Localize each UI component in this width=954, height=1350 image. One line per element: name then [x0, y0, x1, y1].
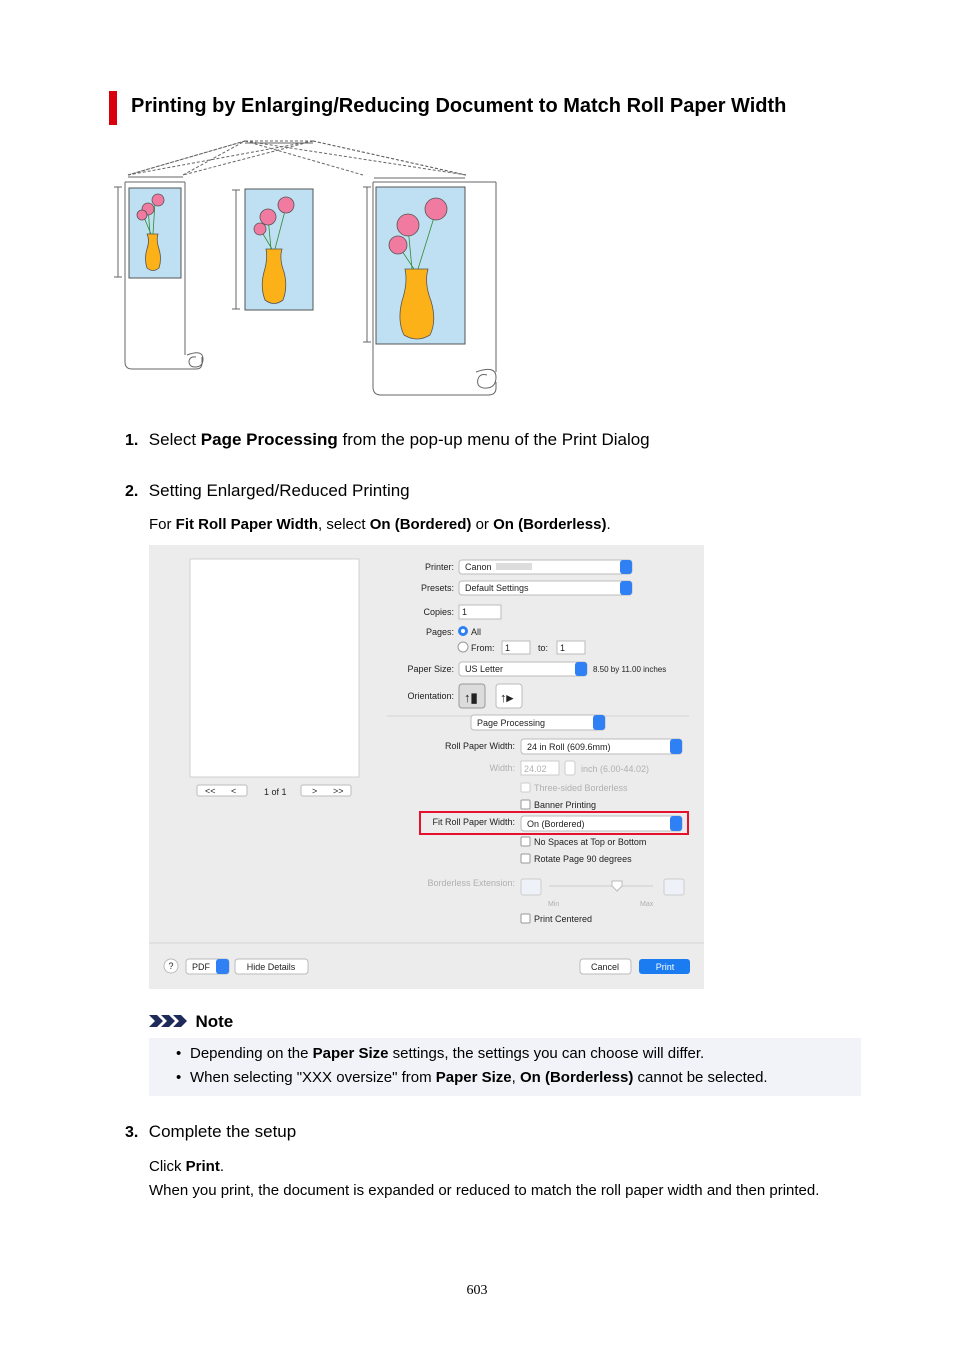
page-count: 1 of 1 — [264, 787, 287, 797]
width-stepper[interactable] — [565, 761, 575, 775]
bold-text: Paper Size — [435, 1069, 512, 1086]
step-text-post: from the pop-up menu of the Print Dialog — [337, 430, 650, 449]
page-number: 603 — [466, 1283, 488, 1298]
svg-text:↑▸: ↑▸ — [500, 690, 514, 705]
step-text: Setting Enlarged/Reduced Printing — [148, 481, 410, 500]
chevron-updown-icon — [670, 816, 682, 831]
help-icon: ? — [168, 961, 174, 971]
svg-text:<: < — [231, 786, 237, 796]
text: . — [606, 516, 611, 533]
text: cannot be selected. — [633, 1069, 768, 1086]
printer-value: Canon — [465, 562, 492, 572]
roll-paper-illustration — [110, 137, 502, 399]
text: . — [219, 1158, 225, 1175]
step-text: Complete the setup — [148, 1122, 297, 1141]
max-label: Max — [640, 901, 654, 908]
presets-label: Presets: — [420, 583, 454, 593]
min-label: Min — [548, 901, 560, 908]
step-2-detail — [149, 516, 611, 533]
note-list — [176, 1042, 768, 1090]
text: When selecting "XXX oversize" from — [190, 1069, 436, 1086]
width-label: Width: — [489, 763, 515, 773]
presets-value: Default Settings — [465, 583, 529, 593]
ext-min-icon — [521, 879, 541, 895]
borderless-ext-label: Borderless Extension: — [427, 878, 515, 888]
chevron-down-icon — [216, 959, 229, 974]
text: settings, the settings you can choose will differ. — [388, 1045, 705, 1062]
text: For — [149, 516, 176, 533]
step-1 — [125, 430, 650, 450]
no-spaces-checkbox[interactable] — [521, 837, 530, 846]
pages-range-radio[interactable] — [458, 642, 468, 652]
hide-details-label: Hide Details — [246, 962, 296, 972]
cancel-label: Cancel — [590, 962, 620, 972]
pages-label: Pages: — [425, 627, 454, 637]
note-box — [149, 1038, 861, 1096]
svg-text:>: > — [312, 786, 318, 796]
preview-page — [190, 559, 359, 777]
step-3-detail — [149, 1158, 224, 1175]
bold-text: Fit Roll Paper Width — [175, 516, 319, 533]
text: Click — [149, 1158, 186, 1175]
width-unit: inch (6.00-44.02) — [581, 764, 650, 774]
note-item — [176, 1042, 768, 1066]
svg-text:>>: >> — [333, 786, 344, 796]
print-dialog — [149, 545, 704, 989]
rotate-label: Rotate Page 90 degrees — [534, 854, 632, 864]
step-number: 2. — [125, 483, 139, 500]
step-3 — [125, 1122, 296, 1142]
roll-width-value: 24 in Roll (609.6mm) — [527, 742, 611, 752]
print-centered-label: Print Centered — [534, 914, 593, 924]
rotate-checkbox[interactable] — [521, 854, 530, 863]
no-spaces-label: No Spaces at Top or Bottom — [534, 837, 647, 847]
step-number: 1. — [125, 432, 139, 449]
print-label: Print — [655, 962, 675, 972]
svg-text:<<: << — [205, 786, 216, 796]
chevron-updown-icon — [620, 581, 632, 595]
print-centered-checkbox[interactable] — [521, 914, 530, 923]
chevron-updown-icon — [670, 739, 682, 754]
printer-label: Printer: — [424, 562, 454, 572]
three-sided-label: Three-sided Borderless — [534, 783, 628, 793]
page-title: Printing by Enlarging/Reducing Document to Match Roll Paper Width — [131, 95, 787, 117]
bold-text: On (Bordered) — [369, 516, 472, 533]
menu-value: Page Processing — [477, 718, 546, 728]
note-header — [149, 1012, 233, 1032]
copies-value: 1 — [462, 607, 468, 617]
pdf-label: PDF — [192, 962, 210, 972]
paper-size-value: US Letter — [465, 664, 504, 674]
fit-roll-width-label: Fit Roll Paper Width: — [432, 817, 515, 827]
svg-text:↑▮: ↑▮ — [464, 690, 478, 705]
step-text: Select — [148, 430, 201, 449]
note-heading: Note — [195, 1012, 234, 1031]
bold-text: On (Borderless) — [519, 1069, 634, 1086]
banner-checkbox[interactable] — [521, 800, 530, 809]
three-sided-checkbox[interactable] — [521, 783, 530, 792]
text: Depending on the — [190, 1045, 313, 1062]
pages-all-label: All — [471, 627, 482, 637]
bold-text: Print — [185, 1158, 220, 1175]
to-value: 1 — [560, 643, 566, 653]
paper-size-label: Paper Size: — [407, 664, 454, 674]
from-value: 1 — [505, 643, 511, 653]
note-item — [176, 1066, 768, 1090]
width-value: 24.02 — [524, 764, 547, 774]
fit-roll-width-value: On (Bordered) — [527, 819, 585, 829]
copies-label: Copies: — [423, 607, 454, 617]
bold-text: On (Borderless) — [493, 516, 607, 533]
step-number: 3. — [125, 1124, 139, 1141]
text: , select — [318, 516, 370, 533]
ext-max-icon — [664, 879, 684, 895]
paper-size-dims: 8.50 by 11.00 inches — [593, 665, 667, 674]
chevron-updown-icon — [620, 560, 632, 574]
step-2 — [125, 481, 410, 501]
text: , — [511, 1069, 520, 1086]
note-arrows-icon — [149, 1013, 189, 1029]
to-label: to: — [538, 643, 549, 653]
title-accent-bar — [109, 91, 117, 125]
banner-label: Banner Printing — [534, 800, 597, 810]
text: or — [471, 516, 494, 533]
roll-width-label: Roll Paper Width: — [444, 741, 515, 751]
chevron-updown-icon — [593, 715, 605, 730]
bold-text: Paper Size — [312, 1045, 389, 1062]
chevron-updown-icon — [575, 662, 587, 676]
step-3-description: When you print, the document is expanded or reduced to match the roll paper width and then printed. — [149, 1182, 820, 1199]
orientation-label: Orientation: — [407, 691, 454, 701]
pages-from-label: From: — [471, 643, 495, 653]
step-bold: Page Processing — [200, 430, 338, 449]
